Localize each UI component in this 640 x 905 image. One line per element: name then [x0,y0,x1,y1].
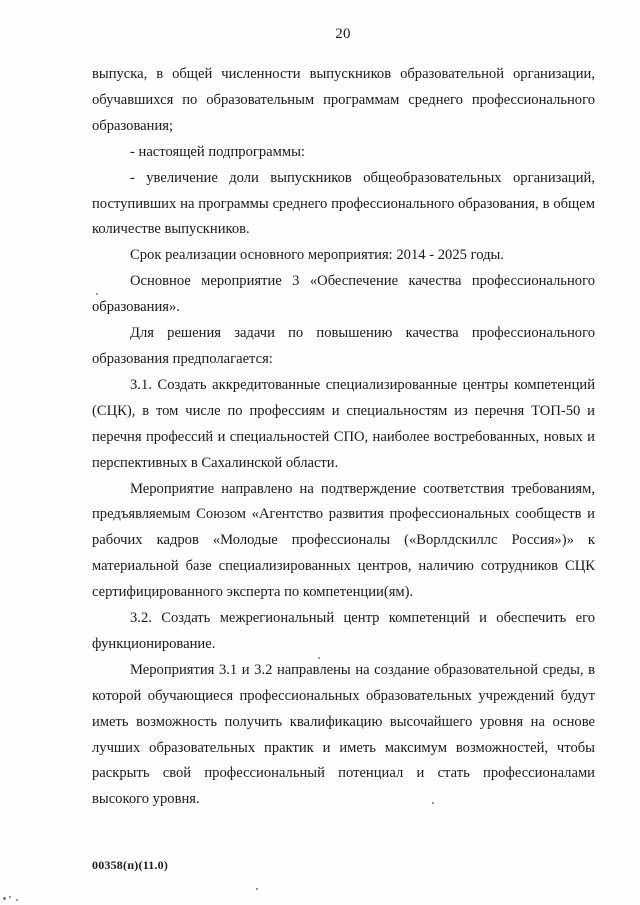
scan-speck [96,293,98,295]
paragraph-1: выпуска, в общей численности выпускников образовательной организации, обучавшихся по образовательным программам среднего профессионального образования; [92,66,595,134]
paragraph-3: - увеличение доли выпускников общеобразовательных организаций, поступивших на программы среднего профессионального образования, в общем количестве выпускников. [92,169,595,238]
body-text [92,62,595,813]
scan-speck [432,802,434,804]
page-number: 20 [335,26,351,42]
paragraph-6: Для решения задачи по повышению качества профессионального образования предполагается: [92,325,595,367]
scan-speck [318,657,320,659]
document-footer-code: 00358(п)(11.0) [92,858,169,872]
scan-speck [16,899,18,901]
paragraph-10: Мероприятия 3.1 и 3.2 направлены на создание образовательной среды, в которой обучающиеся профессиональных образовательных учреждений будут иметь возможность получить квалификацию высочайшего уровня на основе лучших образовательных практик и иметь максимум возможностей, чтобы раскрыть свой профессиональный потенциал и стать профессионалами высокого уровня. [92,661,595,808]
paragraph-9: 3.2. Создать межрегиональный центр компетенций и обеспечить его функционирование. [92,610,595,652]
paragraph-8: Мероприятие направлено на подтверждение соответствия требованиям, предъявляемым Союзом «Агентство развития профессиональных сообществ и рабочих кадров «Молодые профессионалы («Ворлдскиллс Россия»)» к материальной базе специализированных центров, наличию сотрудников СЦК сертифицированного эксперта по компетенции(ям). [92,480,595,601]
paragraph-7: 3.1. Создать аккредитованные специализированные центры компетенций (СЦК), в том числе по профессиям и специальностям из перечня ТОП-50 и перечня профессий и специальностей СПО, наиболее востребованных, новых и перспективных в Сахалинской области. [92,376,595,471]
scan-speck [256,888,258,890]
paragraph-4: Срок реализации основного мероприятия: 2014 - 2025 годы. [130,247,504,264]
paragraph-5: Основное мероприятие 3 «Обеспечение качества профессионального образования». [92,273,595,316]
paragraph-2: - настоящей подпрограммы: [130,143,305,160]
scan-speck [3,897,6,900]
scan-speck [9,896,11,898]
